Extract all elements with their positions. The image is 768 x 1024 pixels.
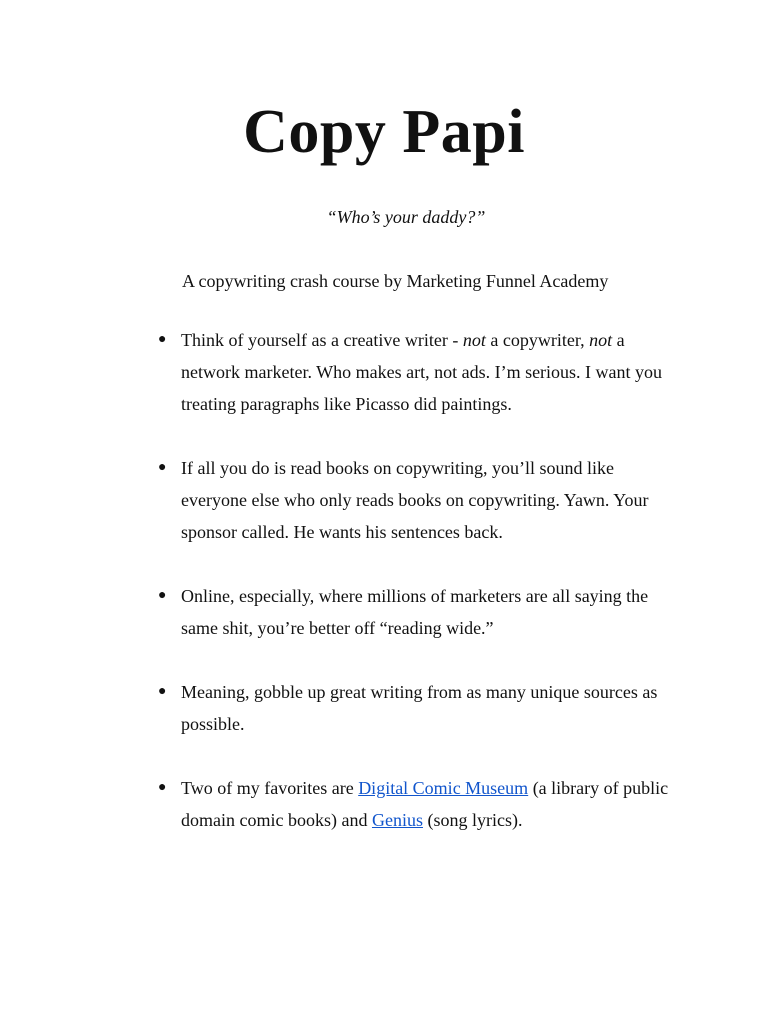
bullet-icon: ●	[158, 332, 167, 347]
digital-comic-museum-link[interactable]: Digital Comic Museum	[358, 778, 529, 798]
bullet-text-segment: Think of yourself as a creative writer -	[181, 330, 463, 350]
subtitle: A copywriting crash course by Marketing Funnel Academy	[182, 271, 609, 291]
bullet-text-segment: a network marketer. Who makes art, not ads. I’m serious. I want you treating paragraphs like Picasso did paintings.	[181, 330, 663, 414]
document-title: Copy Papi	[243, 98, 525, 166]
bullet-icon: ●	[158, 460, 167, 475]
bullet-text-segment: Two of my favorites are	[181, 778, 359, 798]
emphasis-text: not	[589, 330, 613, 350]
bullet-text-segment: (a library of public domain comic books) and	[181, 778, 669, 830]
bullet-text-segment: (song lyrics).	[422, 810, 523, 830]
tagline: “Who’s your daddy?”	[326, 207, 486, 227]
bullet-text: Meaning, gobble up great writing from as many unique sources as possible.	[181, 682, 658, 734]
bullet-text: If all you do is read books on copywriting, you’ll sound like everyone else who only reads books on copywriting. Yawn. Your sponsor called. He wants his sentences back.	[181, 458, 649, 542]
bullet-text	[181, 324, 678, 420]
bullet-text: Online, especially, where millions of marketers are all saying the same shit, you’re better off “reading wide.”	[181, 586, 649, 638]
genius-link[interactable]: Genius	[371, 810, 423, 830]
bullet-icon: ●	[158, 588, 167, 603]
bullet-icon: ●	[158, 780, 167, 795]
bullet-text	[181, 772, 678, 836]
emphasis-text: not	[462, 330, 486, 350]
bullet-icon: ●	[158, 684, 167, 699]
bullet-text-segment: a copywriter,	[485, 330, 590, 350]
